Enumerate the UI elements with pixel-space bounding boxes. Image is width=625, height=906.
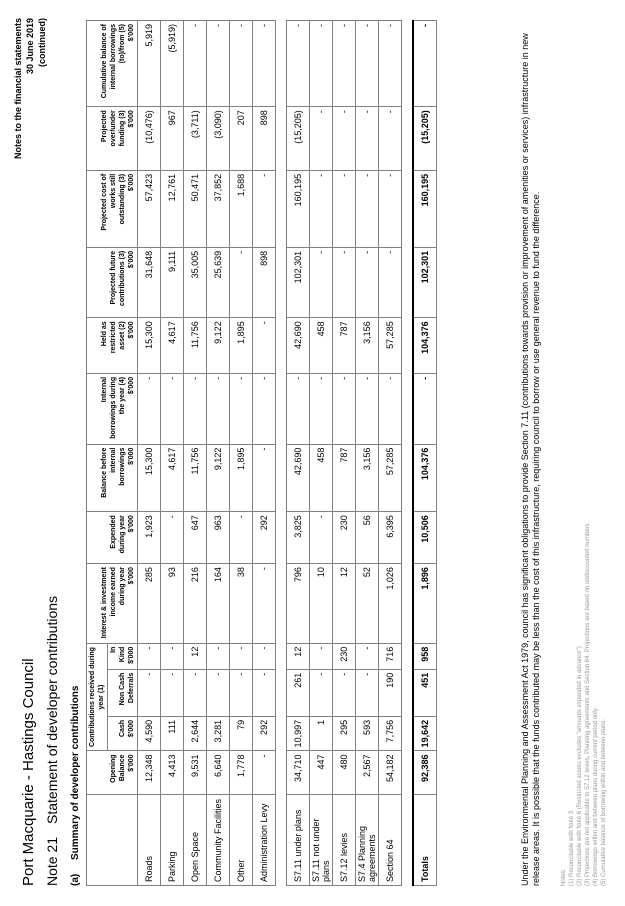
table-cell: 10,997 (287, 716, 310, 751)
table-row (287, 21, 310, 886)
table-cell: - (356, 247, 379, 317)
table-cell: 3,156 (356, 318, 379, 374)
table-cell: - (253, 564, 276, 644)
row-label: Open Space (184, 795, 207, 886)
table-row (184, 21, 207, 886)
table-cell: 1,026 (379, 564, 402, 644)
table-cell: 52 (356, 564, 379, 644)
table-cell: - (253, 669, 276, 716)
table-cell: - (230, 373, 253, 444)
table-cell: - (310, 669, 333, 716)
note-line: Notes: (561, 868, 567, 886)
row-label: Totals (413, 795, 437, 886)
row-label: S7.12 levies (333, 795, 356, 886)
table-cell: 10,506 (413, 512, 437, 564)
table-cell: 57,285 (379, 318, 402, 374)
table-cell: 967 (161, 107, 184, 171)
table-cell: 6,395 (379, 512, 402, 564)
notes-block (560, 522, 608, 886)
table-cell: 216 (184, 564, 207, 644)
table-cell: - (230, 643, 253, 669)
col-header: Projected future contributions (3) $'000 (87, 247, 138, 317)
table-cell: 7,756 (379, 716, 402, 751)
note-line: (3) Projections are not applicable to S7.12 levies, Planning agreements and Section 64. Projections are based on undiscounted numbers. (585, 521, 591, 886)
section-letter: (a) (70, 873, 81, 886)
table-cell: 1,896 (413, 564, 437, 644)
col-header: Non Cash Deferrals (108, 669, 138, 716)
footnote-text: Under the Environmental Planning and Assessment Act 1979, council has significant obligations to provide Section 7.11 (contributions towards provision or improvement of amenities or services) infrastructure in new release areas. It is possible that the funds contributed may be less than the cost of this infrastructure, requiring council to borrow or use general revenue to fund the difference. (520, 33, 541, 886)
table-cell: - (333, 373, 356, 444)
table-cell: 1,895 (230, 444, 253, 512)
table-cell: - (138, 669, 161, 716)
table-cell: 57,423 (138, 170, 161, 247)
table-cell: 19,642 (413, 716, 437, 751)
table-cell: - (310, 373, 333, 444)
table-cell: 37,852 (207, 170, 230, 247)
table-cell: - (184, 669, 207, 716)
table-cell: 716 (379, 643, 402, 669)
col-header: In Kind $'000 (108, 643, 138, 669)
table-cell: 34,710 (287, 751, 310, 795)
table-cell: 56 (356, 512, 379, 564)
table-cell: - (356, 643, 379, 669)
table-cell: 92,386 (413, 751, 437, 795)
table-cell: 787 (333, 444, 356, 512)
table-row (161, 21, 184, 886)
table-cell: - (253, 170, 276, 247)
table-cell: 35,005 (184, 247, 207, 317)
row-label: S7.11 not under plans (310, 795, 333, 886)
note-heading (44, 596, 60, 886)
table-row (253, 21, 276, 886)
table-cell: (3,711) (184, 107, 207, 171)
table-cell: - (333, 107, 356, 171)
note-line: (1) Reconcilable with Note 3 (569, 810, 575, 886)
table-cell: - (356, 107, 379, 171)
table-cell: - (287, 373, 310, 444)
table-cell: - (161, 512, 184, 564)
table-cell: 3,156 (356, 444, 379, 512)
table-cell: 12 (287, 643, 310, 669)
col-header: Internal borrowings during the year (4) $'000 (87, 373, 138, 444)
table-cell: - (379, 21, 402, 107)
table-cell: - (253, 751, 276, 795)
table-cell: 451 (413, 669, 437, 716)
table-cell: 12,348 (138, 751, 161, 795)
table-cell: 1,923 (138, 512, 161, 564)
table-cell: - (207, 643, 230, 669)
table-cell: - (356, 373, 379, 444)
table-cell: - (207, 21, 230, 107)
table-cell: - (379, 247, 402, 317)
row-label: Parking (161, 795, 184, 886)
table-cell: - (253, 373, 276, 444)
table-cell: - (379, 107, 402, 171)
table-row (230, 21, 253, 886)
section-title-text: Summary of developer contributions (70, 685, 81, 860)
table-cell: 898 (253, 247, 276, 317)
table-cell: 42,690 (287, 444, 310, 512)
table-cell: - (310, 21, 333, 107)
table-cell: - (253, 444, 276, 512)
table-cell: 458 (310, 318, 333, 374)
table-cell: 963 (207, 512, 230, 564)
table-cell: 111 (161, 716, 184, 751)
table-cell: 285 (138, 564, 161, 644)
table-cell: 261 (287, 669, 310, 716)
header-right-title: Notes to the financial statements (13, 18, 23, 160)
table-cell: 1,688 (230, 170, 253, 247)
table-cell: - (230, 21, 253, 107)
table-cell: (3,090) (207, 107, 230, 171)
table-cell: 6,640 (207, 751, 230, 795)
note-title: Statement of developer contributions (44, 595, 60, 824)
table-cell: 292 (253, 512, 276, 564)
table-cell: 104,376 (413, 318, 437, 374)
table-cell: - (161, 669, 184, 716)
table-cell: 207 (230, 107, 253, 171)
row-label: Roads (138, 795, 161, 886)
table-cell: - (413, 373, 437, 444)
table-cell: - (138, 643, 161, 669)
table-row (356, 21, 379, 886)
table-cell: - (333, 247, 356, 317)
table-cell: 9,111 (161, 247, 184, 317)
table-cell: - (379, 373, 402, 444)
table-cell: - (207, 669, 230, 716)
table-cell: - (356, 669, 379, 716)
spacer-row (402, 21, 414, 886)
table-cell: 1,895 (230, 318, 253, 374)
note-line: (5) Cumulative balance of borrowing within and between plans. (601, 718, 607, 886)
table-cell: 292 (253, 716, 276, 751)
table-cell: 1,778 (230, 751, 253, 795)
table-cell: - (207, 373, 230, 444)
row-label: Other (230, 795, 253, 886)
table-cell: - (253, 318, 276, 374)
table-cell: 647 (184, 512, 207, 564)
table-cell: 480 (333, 751, 356, 795)
table-cell: - (230, 247, 253, 317)
table-row (207, 21, 230, 886)
table-row (333, 21, 356, 886)
table-cell: (10,476) (138, 107, 161, 171)
table-row (310, 21, 333, 886)
table-cell: 15,300 (138, 318, 161, 374)
group-header: Contributions received during year (1) (87, 643, 108, 751)
table-cell: 458 (310, 444, 333, 512)
table-cell: 12 (333, 564, 356, 644)
table-cell: 25,639 (207, 247, 230, 317)
table-cell: 50,471 (184, 170, 207, 247)
table-cell: 230 (333, 643, 356, 669)
note-number: Note 21 (44, 836, 60, 886)
note-line: (2) Reconcilable with Note 6 (Restricted assets excludes "amounts expended in advance") (577, 646, 583, 886)
table-cell: 54,182 (379, 751, 402, 795)
table-cell: - (253, 21, 276, 107)
row-label: Section 64 (379, 795, 402, 886)
table-cell: - (230, 669, 253, 716)
table-cell: 3,825 (287, 512, 310, 564)
table-cell: - (356, 170, 379, 247)
table-cell: 12 (184, 643, 207, 669)
table-cell: - (310, 107, 333, 171)
table-cell: 11,756 (184, 444, 207, 512)
table-row (138, 21, 161, 886)
table-cell: 12,761 (161, 170, 184, 247)
table-cell: - (287, 21, 310, 107)
table-cell: 4,590 (138, 716, 161, 751)
table-cell: 2,644 (184, 716, 207, 751)
table-cell: 160,195 (287, 170, 310, 247)
table-cell: - (184, 373, 207, 444)
table-cell: - (333, 21, 356, 107)
table-cell: 447 (310, 751, 333, 795)
table-cell: 4,617 (161, 444, 184, 512)
table-cell: 1 (310, 716, 333, 751)
table-cell: 2,567 (356, 751, 379, 795)
table-cell: - (161, 373, 184, 444)
row-label: S7.4 Planning agreements (356, 795, 379, 886)
table-cell: - (310, 512, 333, 564)
table-cell: - (161, 643, 184, 669)
table-cell: 5,919 (138, 21, 161, 107)
note-line: (4) Borrowings within and between plans during current period only. (593, 707, 599, 886)
table-cell: 3,281 (207, 716, 230, 751)
header-right-date: 30 June 2019 (25, 18, 35, 75)
col-header: Cash $'000 (108, 716, 138, 751)
table-cell: 10 (310, 564, 333, 644)
row-label: Administration Levy (253, 795, 276, 886)
table-cell: 9,122 (207, 318, 230, 374)
table-body (138, 21, 437, 886)
table-cell: 593 (356, 716, 379, 751)
row-label: Community Facilities (207, 795, 230, 886)
table-cell: 4,617 (161, 318, 184, 374)
totals-row (413, 21, 437, 886)
table-cell: 160,195 (413, 170, 437, 247)
row-label: S7.11 under plans (287, 795, 310, 886)
table-cell: - (379, 170, 402, 247)
table-cell: 958 (413, 643, 437, 669)
table-cell: - (333, 669, 356, 716)
table-cell: 190 (379, 669, 402, 716)
table-cell: 79 (230, 716, 253, 751)
table-cell: - (333, 170, 356, 247)
table-cell: 31,648 (138, 247, 161, 317)
table-cell: 898 (253, 107, 276, 171)
table-cell: - (413, 21, 437, 107)
table-cell: 57,285 (379, 444, 402, 512)
table-cell: - (310, 170, 333, 247)
col-header: Projected over/under funding (3) $'000 (87, 107, 138, 171)
col-header: Opening Balance $'000 (87, 751, 138, 795)
header-right-continued: (continued) (37, 18, 47, 67)
table-cell: 796 (287, 564, 310, 644)
col-header: Projected cost of works still outstanding (3) $'000 (87, 170, 138, 247)
table-cell: - (138, 373, 161, 444)
table-cell: 295 (333, 716, 356, 751)
table-cell: 9,531 (184, 751, 207, 795)
col-header: Interest & investment income earned during year $'000 (87, 564, 138, 644)
col-header: Cumulative balance of internal borrowings (to)/from (5) $'000 (87, 21, 138, 107)
table-cell: 9,122 (207, 444, 230, 512)
contributions-table (86, 20, 437, 886)
table-cell: - (310, 247, 333, 317)
table-cell: (15,205) (287, 107, 310, 171)
table-cell: - (230, 512, 253, 564)
table-cell: 93 (161, 564, 184, 644)
council-name: Port Macquarie - Hastings Council (20, 658, 37, 886)
table-cell: (15,205) (413, 107, 437, 171)
row-label-header (87, 795, 138, 886)
table-cell: - (356, 21, 379, 107)
table-cell: 787 (333, 318, 356, 374)
spacer-row (276, 21, 287, 886)
table-cell: - (310, 643, 333, 669)
table-cell: - (184, 21, 207, 107)
table-cell: 11,756 (184, 318, 207, 374)
table-cell: 42,690 (287, 318, 310, 374)
table-cell: (5,919) (161, 21, 184, 107)
col-header: Balance before internal borrowings $'000 (87, 444, 138, 512)
header-right (12, 18, 48, 159)
table-cell: 102,301 (287, 247, 310, 317)
table-cell: 104,376 (413, 444, 437, 512)
table-cell: 102,301 (413, 247, 437, 317)
table-cell: 164 (207, 564, 230, 644)
table-cell: 15,300 (138, 444, 161, 512)
col-header: Held as restricted asset (2) $'000 (87, 318, 138, 374)
table-row (379, 21, 402, 886)
table-cell: - (253, 643, 276, 669)
table-cell: 4,413 (161, 751, 184, 795)
col-header: Expended during year $'000 (87, 512, 138, 564)
section-title (70, 686, 81, 886)
table-cell: 230 (333, 512, 356, 564)
table-cell: 38 (230, 564, 253, 644)
